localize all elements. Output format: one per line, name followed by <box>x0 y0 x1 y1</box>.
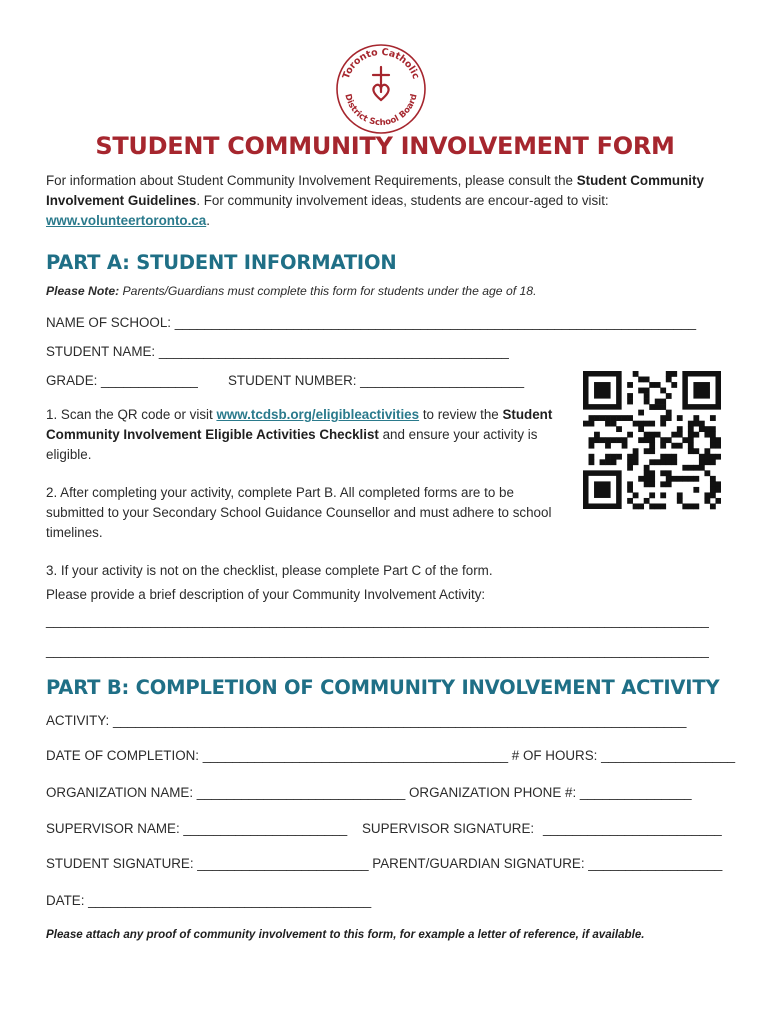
instruction-text: 1. Scan the QR code or visit <box>46 407 217 422</box>
student-name-field[interactable]: STUDENT NAME: _______________________________________________ <box>46 344 509 359</box>
qr-code-graphic <box>583 371 721 511</box>
supervisor-signature-field[interactable]: ________________________ <box>543 821 722 836</box>
form-title: STUDENT COMMUNITY INVOLVEMENT FORM <box>95 132 675 160</box>
intro-paragraph <box>46 171 716 231</box>
part-a-heading: PART A: STUDENT INFORMATION <box>46 251 397 274</box>
description-line-1[interactable]: _________________________________________________________________________________________ <box>46 613 709 628</box>
intro-text: . For community involvement ideas, students are encour-aged to visit: <box>196 193 609 208</box>
school-name-field[interactable]: NAME OF SCHOOL: ______________________________________________________________________ <box>46 315 697 330</box>
supervisor-signature-label: SUPERVISOR SIGNATURE: <box>362 821 535 836</box>
volunteer-toronto-link[interactable]: www.volunteertoronto.ca <box>46 213 207 228</box>
description-line-2[interactable]: _________________________________________________________________________________________ <box>46 643 709 658</box>
completion-date-hours-field[interactable]: DATE OF COMPLETION: _________________________________________ # OF HOURS: __________________ <box>46 748 736 763</box>
description-prompt: Please provide a brief description of your Community Involvement Activity: <box>46 587 486 602</box>
note <box>46 284 536 298</box>
guidelines-title: Student Community Involvement Guidelines <box>46 173 704 208</box>
tcdsb-logo <box>334 42 428 136</box>
supervisor-name-field[interactable]: SUPERVISOR NAME: ______________________ <box>46 821 348 836</box>
organization-field[interactable]: ORGANIZATION NAME: ____________________________ ORGANIZATION PHONE #: _______________ <box>46 785 692 800</box>
instruction-3: 3. If your activity is not on the checklist, please complete Part C of the form. <box>46 563 493 578</box>
note-label: Please Note: <box>46 284 120 298</box>
instruction-text: and ensure your activity is eligible. <box>46 427 538 462</box>
logo-bottom-text: District School Board <box>342 92 420 129</box>
checklist-title: Student Community Involvement Eligible Activities Checklist <box>46 407 553 442</box>
logo-top-text: Toronto Catholic <box>340 46 422 81</box>
intro-text: . <box>206 213 210 228</box>
signatures-field[interactable]: STUDENT SIGNATURE: _______________________ PARENT/GUARDIAN SIGNATURE: __________________ <box>46 856 723 871</box>
instruction-text: to review the <box>419 407 503 422</box>
cross-heart-icon <box>373 67 389 100</box>
eligible-activities-link[interactable]: www.tcdsb.org/eligibleactivities <box>216 407 420 422</box>
intro-text: For information about Student Community Involvement Requirements, please consult the <box>46 173 577 188</box>
activity-field[interactable]: ACTIVITY: _____________________________________________________________________________ <box>46 713 687 728</box>
logo-graphic <box>334 42 428 136</box>
footer-note: Please attach any proof of community involvement to this form, for example a letter of reference, if available. <box>46 928 645 941</box>
student-number-field[interactable]: STUDENT NUMBER: ______________________ <box>228 373 525 388</box>
instruction-2: 2. After completing your activity, complete Part B. All completed forms are to be submitted to your Secondary School Guidance Counsellor and must adhere to school timelines. <box>46 485 552 540</box>
note-text: Parents/Guardians must complete this form for students under the age of 18. <box>119 284 537 298</box>
qr-code-icon <box>583 371 721 511</box>
part-b-heading: PART B: COMPLETION OF COMMUNITY INVOLVEMENT ACTIVITY <box>46 676 720 699</box>
date-field[interactable]: DATE: ______________________________________ <box>46 893 372 908</box>
instruction-1 <box>46 405 566 465</box>
grade-field[interactable]: GRADE: _____________ <box>46 373 198 388</box>
